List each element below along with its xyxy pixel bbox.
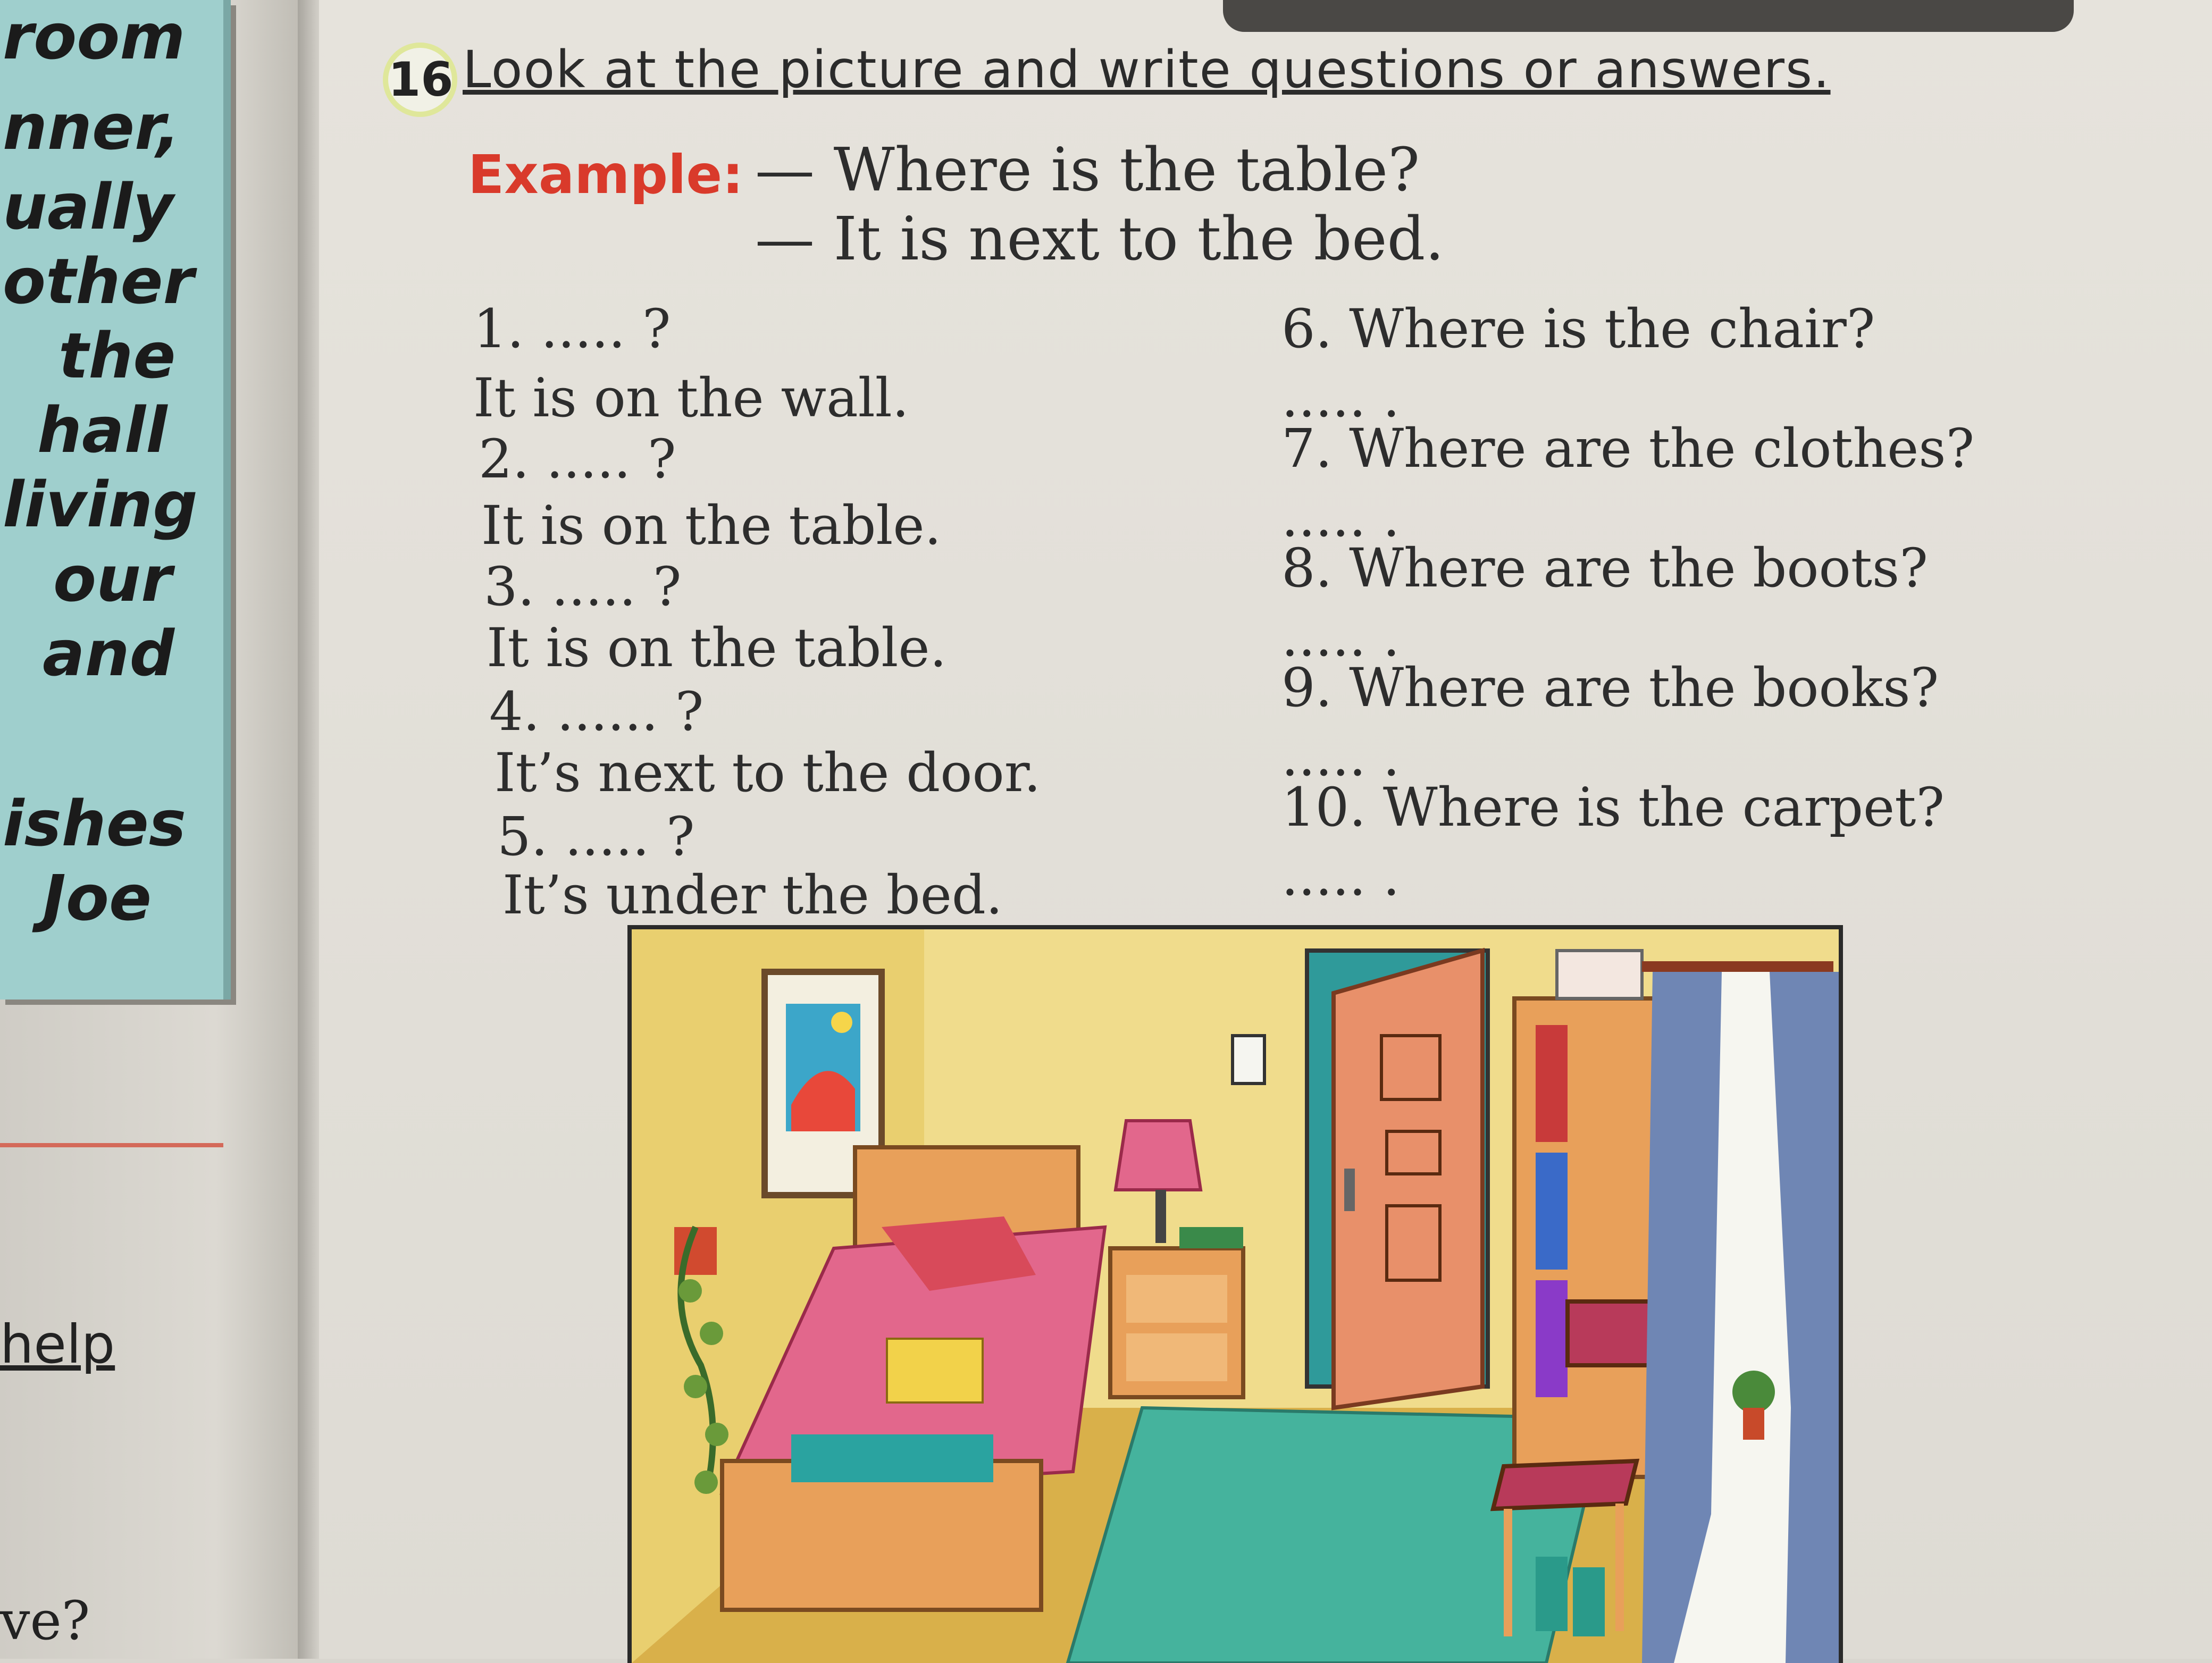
- left-page: [0, 0, 308, 1659]
- left-word: living: [3, 468, 198, 541]
- left-item-question: 2. ..... ?: [479, 428, 676, 490]
- right-item-question: 10. Where is the carpet?: [1281, 776, 1945, 838]
- left-item-question: 5. ..... ?: [497, 805, 695, 868]
- left-item-answer: It’s under the bed.: [502, 864, 1003, 926]
- right-item-question: 8. Where are the boots?: [1281, 537, 1928, 599]
- left-item-question: 1. ..... ?: [473, 298, 671, 360]
- left-word: hall: [37, 393, 167, 467]
- left-item-answer: It is on the table.: [481, 494, 942, 557]
- example-question: — Where is the table?: [755, 136, 1420, 205]
- exercise-title: Look at the picture and write questions or answers.: [463, 40, 1831, 99]
- left-item-answer: It is on the table.: [487, 617, 947, 679]
- left-word: Joe: [43, 861, 152, 935]
- right-item-answer: ..... .: [1281, 367, 1400, 429]
- bedroom-illustration: [627, 925, 1843, 1663]
- right-item-answer: ..... .: [1281, 845, 1400, 908]
- window-curtains: [1642, 961, 1839, 1663]
- bedroom-drawing: [632, 929, 1839, 1663]
- right-item-question: 6. Where is the chair?: [1281, 298, 1875, 360]
- left-word: our: [53, 542, 172, 616]
- left-bottom-text: ve?: [0, 1590, 90, 1652]
- left-item-question: 3. ..... ?: [484, 556, 682, 618]
- left-word: ually: [3, 170, 174, 243]
- right-item-answer: ..... .: [1281, 486, 1400, 549]
- left-word: nner,: [3, 90, 180, 164]
- left-word: room: [3, 0, 186, 73]
- left-item-answer: It’s next to the door.: [495, 742, 1041, 804]
- left-word: ishes: [3, 787, 186, 860]
- right-item-answer: ..... .: [1281, 726, 1400, 788]
- left-word: the: [58, 319, 176, 392]
- left-word: and: [43, 617, 175, 690]
- right-item-answer: ..... .: [1281, 606, 1400, 668]
- right-item-question: 7. Where are the clothes?: [1281, 417, 1975, 480]
- bookcase: [1514, 951, 1663, 1477]
- page-shadow: [1223, 0, 2074, 32]
- example-label: Example:: [468, 144, 744, 206]
- right-item-question: 9. Where are the books?: [1281, 657, 1939, 719]
- left-item-question: 4. ...... ?: [489, 681, 704, 743]
- door: [1307, 951, 1488, 1408]
- left-word: other: [3, 245, 194, 318]
- help-link: help: [0, 1313, 115, 1375]
- left-item-answer: It is on the wall.: [473, 367, 909, 429]
- example-answer: — It is next to the bed.: [755, 205, 1444, 274]
- exercise-number-badge: 16: [383, 43, 457, 117]
- red-divider: [0, 1143, 223, 1147]
